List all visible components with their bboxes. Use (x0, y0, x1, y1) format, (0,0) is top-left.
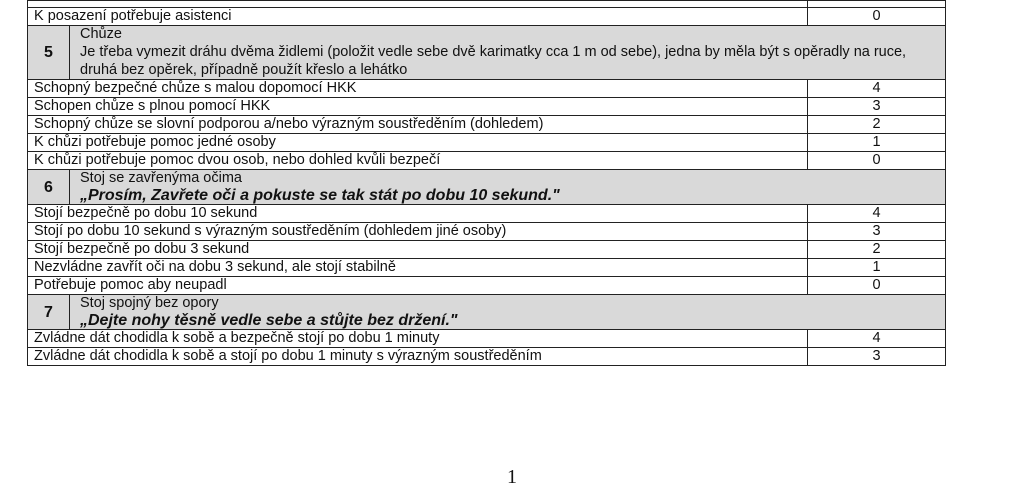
score-value: 4 (808, 80, 946, 98)
section-number: 7 (28, 295, 70, 330)
score-value: 4 (808, 330, 946, 348)
table-row (28, 241, 946, 259)
section-title: Stoj se zavřenýma očima (80, 170, 242, 186)
section-instruction: „Dejte nohy těsně vedle sebe a stůjte bez držení." (80, 312, 458, 329)
table-row (28, 152, 946, 170)
criterion-text: Zvládne dát chodidla k sobě a bezpečně stojí po dobu 1 minuty (28, 330, 808, 348)
criterion-text: Stojí bezpečně po dobu 10 sekund (28, 205, 808, 223)
section-title: Chůze (80, 26, 122, 42)
criterion-text: Zvládne dát chodidla k sobě a stojí po dobu 1 minuty s výrazným soustředěním (28, 348, 808, 366)
section-header (28, 170, 946, 205)
section-description: Je třeba vymezit dráhu dvěma židlemi (položit vedle sebe dvě karimatky cca 1 m od sebe), jedna by měla být s opěradly na ruce, druhá bez opěrek, případně použít křeslo a lehátko (80, 44, 907, 78)
table-row (28, 8, 946, 26)
criterion-text: K chůzi potřebuje pomoc jedné osoby (28, 134, 808, 152)
score-value: 0 (808, 8, 946, 26)
table-row (28, 259, 946, 277)
table-row (28, 330, 946, 348)
criterion-text: Schopný bezpečné chůze s malou dopomocí HKK (28, 80, 808, 98)
section-number: 6 (28, 170, 70, 205)
score-value: 2 (808, 241, 946, 259)
table-row (28, 223, 946, 241)
score-value: 0 (808, 277, 946, 295)
criterion-text: Stojí po dobu 10 sekund s výrazným soustředěním (dohledem jiné osoby) (28, 223, 808, 241)
section-body (70, 295, 946, 330)
criterion-text: K posazení potřebuje asistenci (28, 8, 808, 26)
section-body (70, 26, 946, 80)
table-row (28, 277, 946, 295)
score-value: 0 (808, 152, 946, 170)
table-row (28, 98, 946, 116)
table-row (28, 116, 946, 134)
assessment-table (27, 0, 946, 366)
score-value: 3 (808, 98, 946, 116)
table-row (28, 134, 946, 152)
criterion-text: Schopen chůze s plnou pomocí HKK (28, 98, 808, 116)
section-body (70, 170, 946, 205)
score-value: 3 (808, 348, 946, 366)
criterion-text: Potřebuje pomoc aby neupadl (28, 277, 808, 295)
table-row (28, 205, 946, 223)
score-value: 3 (808, 223, 946, 241)
section-number: 5 (28, 26, 70, 80)
table-row (28, 348, 946, 366)
score-value: 4 (808, 205, 946, 223)
section-title: Stoj spojný bez opory (80, 295, 219, 311)
section-instruction: „Prosím, Zavřete oči a pokuste se tak stát po dobu 10 sekund." (80, 187, 560, 204)
score-value: 2 (808, 116, 946, 134)
criterion-text: K chůzi potřebuje pomoc dvou osob, nebo dohled kvůli bezpečí (28, 152, 808, 170)
cut-off-row (28, 1, 946, 8)
section-header (28, 295, 946, 330)
section-header (28, 26, 946, 80)
score-value: 1 (808, 259, 946, 277)
criterion-text: Schopný chůze se slovní podporou a/nebo výrazným soustředěním (dohledem) (28, 116, 808, 134)
score-value: 1 (808, 134, 946, 152)
criterion-text: Nezvládne zavřít oči na dobu 3 sekund, ale stojí stabilně (28, 259, 808, 277)
table-row (28, 80, 946, 98)
criterion-text: Stojí bezpečně po dobu 3 sekund (28, 241, 808, 259)
page-number: 1 (507, 466, 517, 488)
